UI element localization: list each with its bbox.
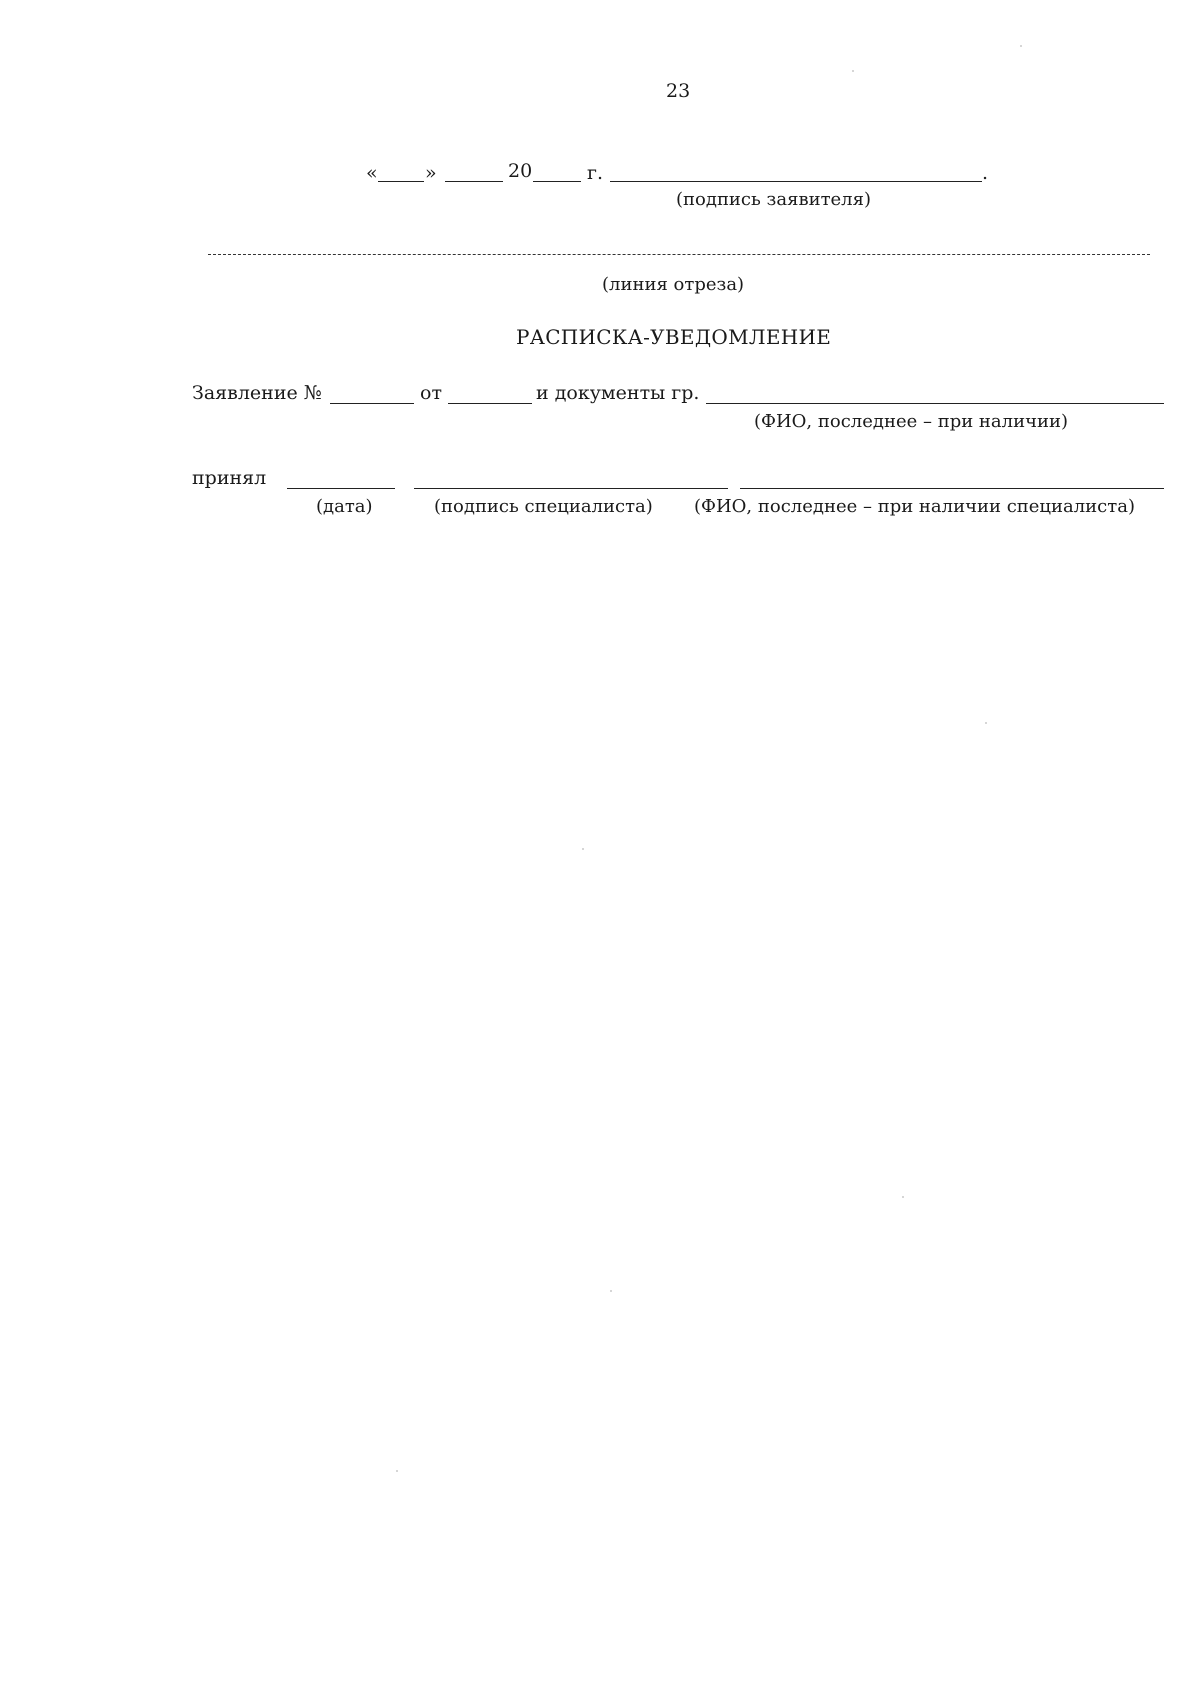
end-dot: .: [982, 162, 989, 184]
scan-speck: [396, 1470, 398, 1472]
scan-speck: [902, 1196, 904, 1198]
receipt-title: РАСПИСКА-УВЕДОМЛЕНИЕ: [516, 325, 832, 349]
accepted-label: принял: [192, 467, 267, 489]
quote-open: «: [366, 162, 378, 184]
applicant-signature-blank: [610, 181, 982, 182]
scan-speck: [610, 1290, 612, 1292]
scan-speck: [852, 70, 854, 72]
scan-speck: [582, 848, 584, 850]
specialist-fio-blank: [740, 488, 1164, 489]
date-caption: (дата): [316, 496, 373, 517]
statement-date-blank: [448, 403, 532, 404]
page-number: 23: [666, 80, 691, 102]
statement-number-blank: [330, 403, 414, 404]
cut-line-caption: (линия отреза): [602, 274, 745, 295]
documents-label: и документы гр.: [536, 382, 700, 404]
year-prefix: 20: [508, 160, 533, 182]
quote-close: »: [425, 162, 437, 184]
year-blank: [533, 181, 581, 182]
citizen-fio-blank: [706, 403, 1164, 404]
statement-label: Заявление №: [192, 382, 322, 404]
fio-caption: (ФИО, последнее – при наличии): [754, 411, 1069, 432]
specialist-signature-blank: [414, 488, 728, 489]
applicant-signature-caption: (подпись заявителя): [676, 189, 871, 210]
from-label: от: [420, 382, 442, 404]
accepted-date-blank: [287, 488, 395, 489]
day-blank: [378, 181, 424, 182]
month-blank: [445, 181, 503, 182]
scan-speck: [1020, 45, 1022, 47]
specialist-signature-caption: (подпись специалиста): [434, 496, 653, 517]
year-suffix: г.: [587, 162, 603, 184]
scan-speck: [985, 722, 987, 724]
cut-line: [208, 254, 1150, 255]
specialist-fio-caption: (ФИО, последнее – при наличии специалиста): [694, 496, 1135, 517]
